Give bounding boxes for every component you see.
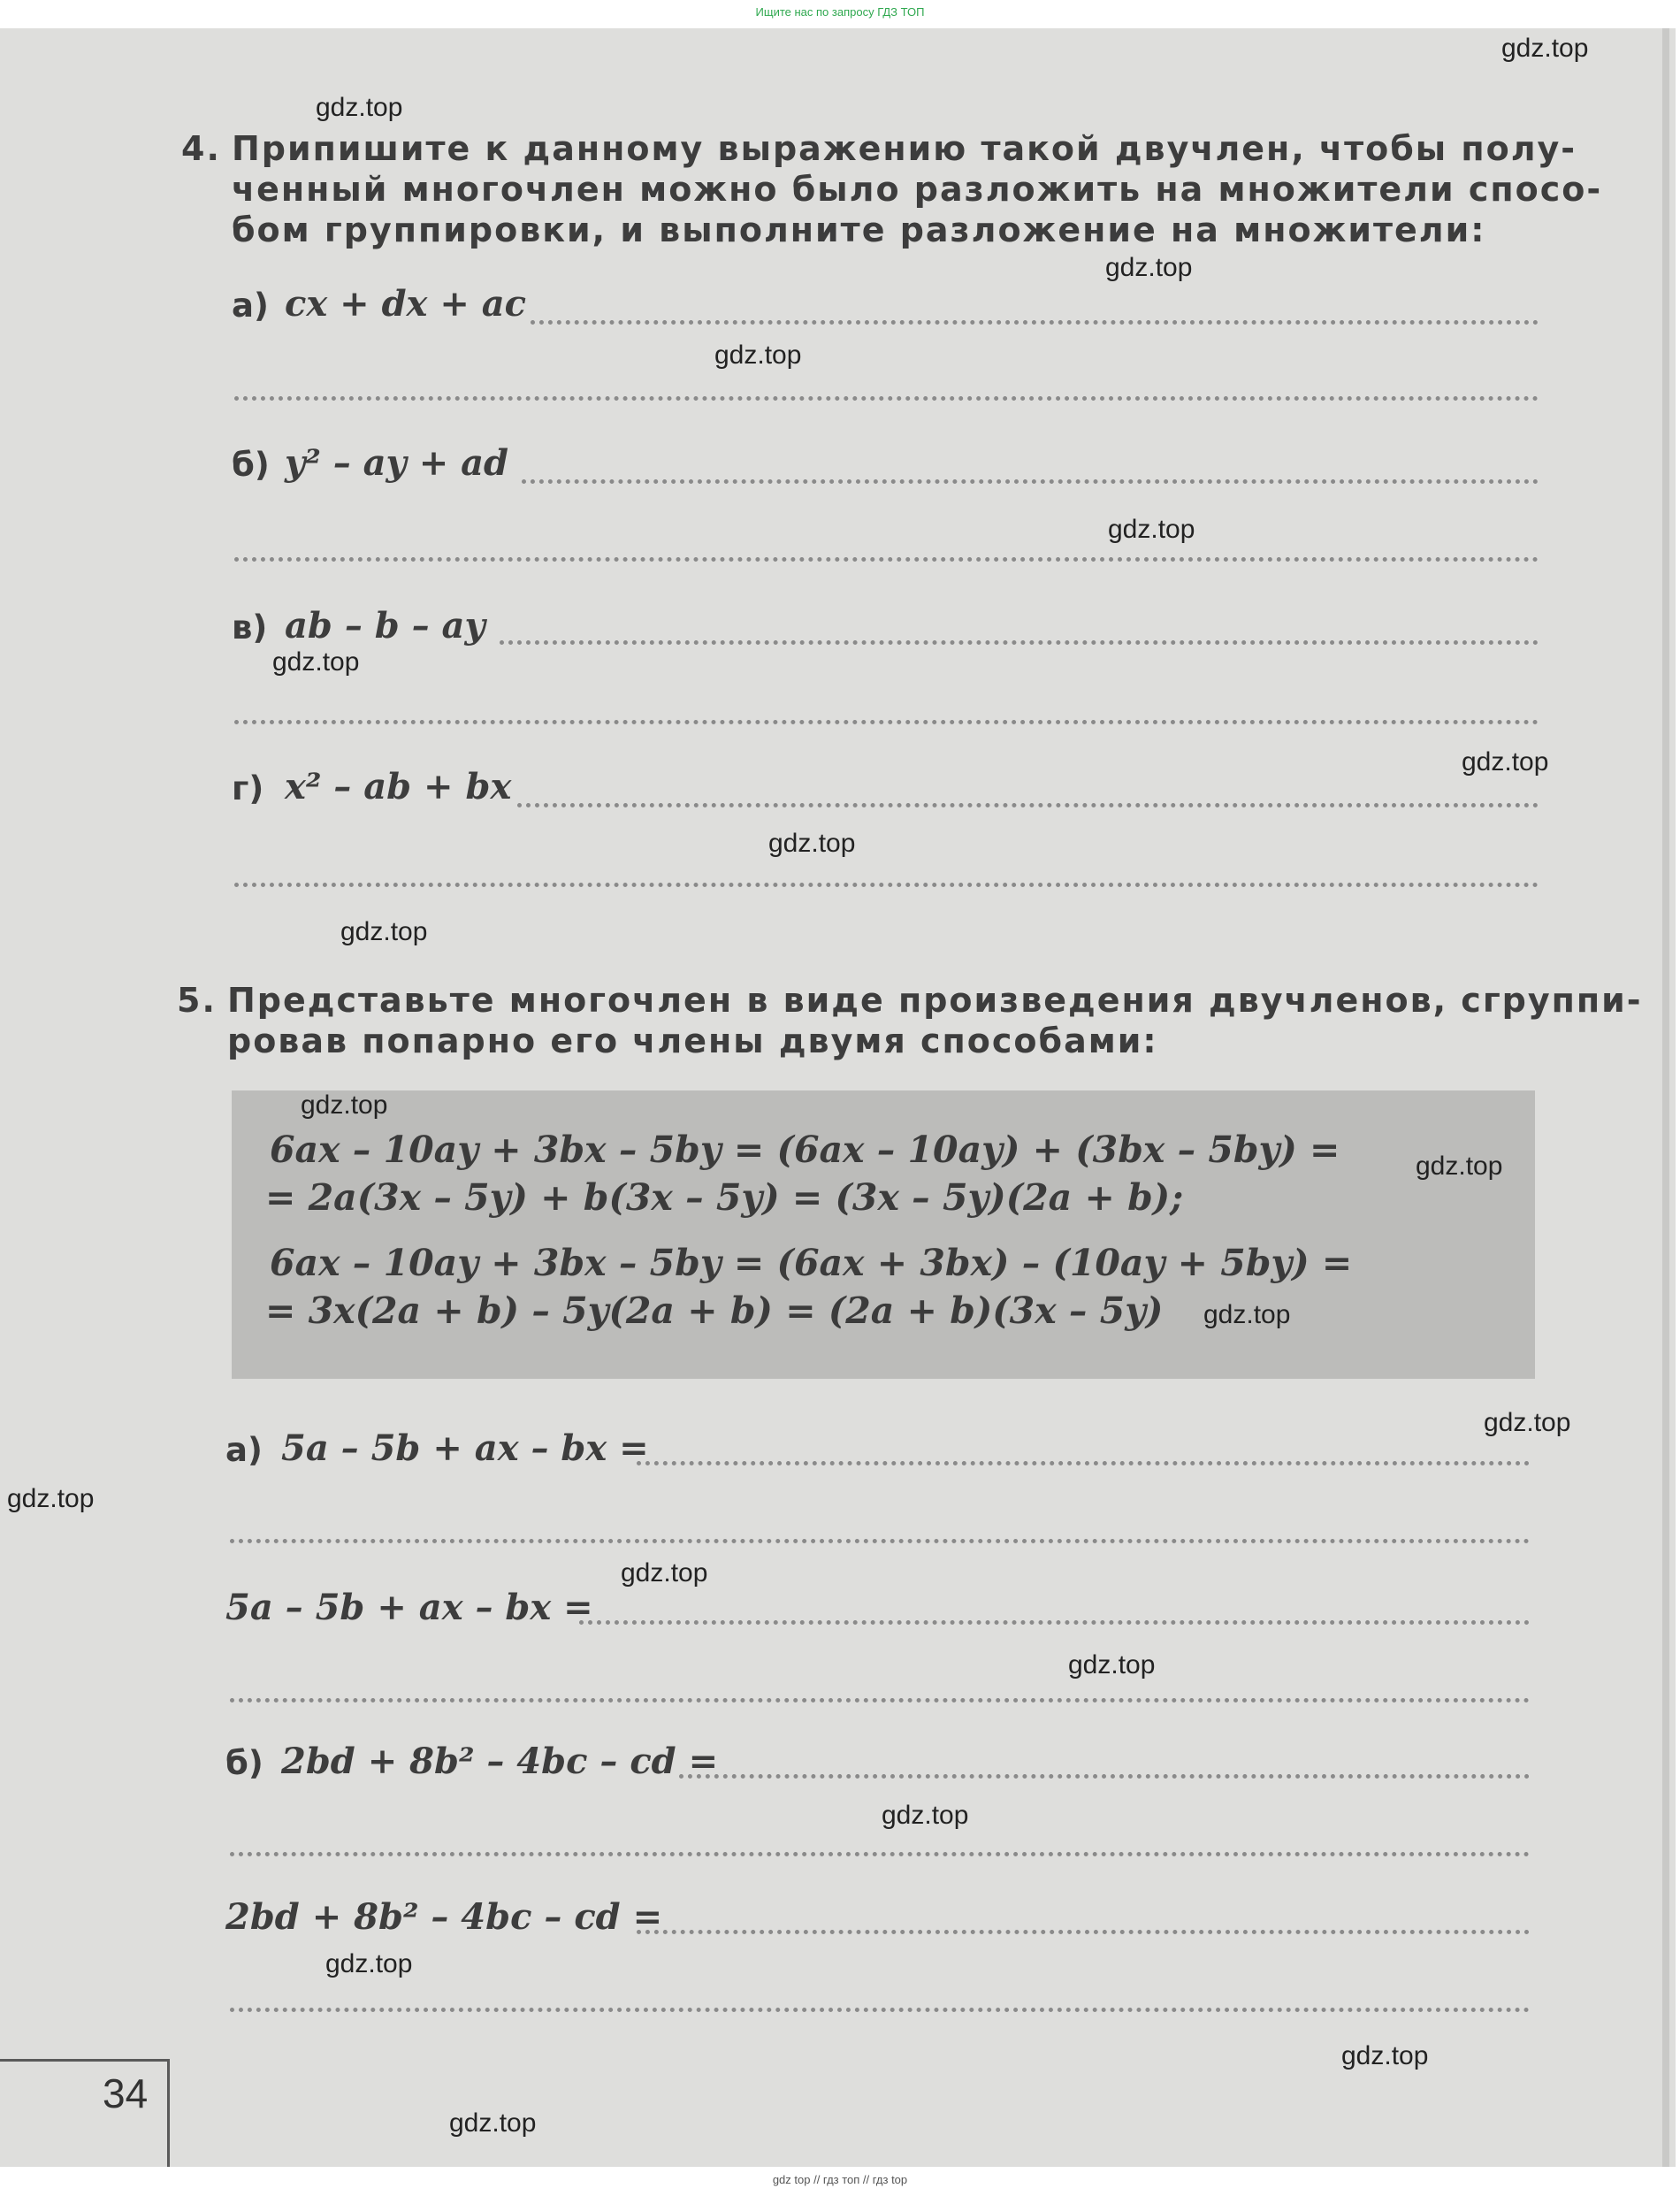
- task-line: бом группировки, и выполните разложение на множители:: [232, 210, 1486, 249]
- task-4: [181, 128, 1603, 261]
- example-line: = 2a(3x – 5y) + b(3x – 5y) = (3x – 5y)(2a + b);: [265, 1176, 1184, 1219]
- item-label: б): [232, 446, 270, 484]
- answer-line[interactable]: [234, 883, 1539, 887]
- answer-line[interactable]: [637, 1930, 1530, 1934]
- expression: 5a – 5b + ax – bx =: [225, 1587, 593, 1628]
- task-line: ченный многочлен можно было разложить на множители спосо-: [232, 170, 1603, 209]
- watermark: gdz.top: [301, 1090, 388, 1120]
- answer-line[interactable]: [234, 720, 1539, 724]
- example-line: = 3x(2a + b) – 5y(2a + b) = (2a + b)(3x – 5y): [265, 1289, 1164, 1332]
- answer-line[interactable]: [230, 1698, 1530, 1702]
- item-label: а): [232, 287, 269, 325]
- watermark: gdz.top: [340, 917, 428, 946]
- task-number: 5.: [177, 981, 217, 1020]
- task-text: [232, 128, 1602, 250]
- task-text: [227, 980, 1643, 1061]
- watermark: gdz.top: [325, 1949, 413, 1978]
- watermark: gdz.top: [1068, 1650, 1156, 1680]
- expression: y² – ay + ad: [285, 442, 509, 484]
- answer-line[interactable]: [500, 640, 1539, 645]
- answer-line[interactable]: [230, 1539, 1530, 1543]
- watermark: gdz.top: [768, 829, 856, 858]
- example-line: 6ax – 10ay + 3bx – 5by = (6ax – 10ay) + (3bx – 5by) =: [270, 1129, 1340, 1171]
- answer-line[interactable]: [531, 320, 1539, 325]
- answer-line[interactable]: [230, 1852, 1530, 1856]
- item-label: б): [225, 1744, 263, 1782]
- item-label: а): [225, 1431, 263, 1469]
- watermark: gdz.top: [1105, 253, 1193, 282]
- example-line: 6ax – 10ay + 3bx – 5by = (6ax + 3bx) – (10ay + 5by) =: [270, 1242, 1353, 1284]
- watermark: gdz.top: [1416, 1152, 1503, 1181]
- task-number: 4.: [181, 129, 221, 168]
- bottom-banner: gdz top // гдз топ // гдз top: [772, 2173, 908, 2186]
- expression: 2bd + 8b² – 4bc – cd =: [225, 1896, 663, 1938]
- answer-line[interactable]: [234, 396, 1539, 401]
- page-number: 34: [103, 2070, 149, 2116]
- watermark: gdz.top: [714, 340, 802, 370]
- page-edge: [1662, 28, 1669, 2167]
- answer-line[interactable]: [230, 2008, 1530, 2012]
- expression: 5a – 5b + ax – bx =: [281, 1427, 649, 1469]
- watermark: gdz.top: [1501, 34, 1589, 63]
- watermark: gdz.top: [1462, 747, 1549, 777]
- answer-line[interactable]: [234, 557, 1539, 562]
- answer-line[interactable]: [517, 803, 1539, 807]
- watermark: gdz.top: [449, 2108, 537, 2138]
- watermark: gdz.top: [621, 1558, 708, 1588]
- task-line: ровав попарно его члены двумя способами:: [227, 1021, 1158, 1060]
- watermark: gdz.top: [272, 647, 360, 677]
- task-5: [177, 980, 1643, 1068]
- watermark: gdz.top: [1484, 1408, 1571, 1437]
- task-line: Представьте многочлен в виде произведения двучленов, сгруппи-: [227, 981, 1643, 1020]
- answer-line[interactable]: [679, 1774, 1530, 1779]
- expression: cx + dx + ac: [285, 283, 527, 325]
- expression: 2bd + 8b² – 4bc – cd =: [281, 1741, 719, 1782]
- answer-line[interactable]: [522, 479, 1539, 484]
- watermark: gdz.top: [1341, 2041, 1429, 2070]
- watermark: gdz.top: [882, 1801, 969, 1830]
- watermark: gdz.top: [316, 93, 403, 122]
- task-line: Припишите к данному выражению такой двучлен, чтобы полу-: [232, 129, 1577, 168]
- watermark: gdz.top: [1203, 1300, 1291, 1329]
- item-label: в): [232, 608, 268, 647]
- watermark: gdz.top: [7, 1484, 95, 1513]
- answer-line[interactable]: [637, 1461, 1530, 1465]
- expression: x² – ab + bx: [285, 766, 512, 807]
- watermark: gdz.top: [1108, 515, 1195, 544]
- expression: ab – b – ay: [285, 605, 485, 647]
- item-label: г): [232, 769, 264, 807]
- answer-line[interactable]: [579, 1620, 1530, 1625]
- top-banner: Ищите нас по запросу ГДЗ ТОП: [755, 5, 925, 19]
